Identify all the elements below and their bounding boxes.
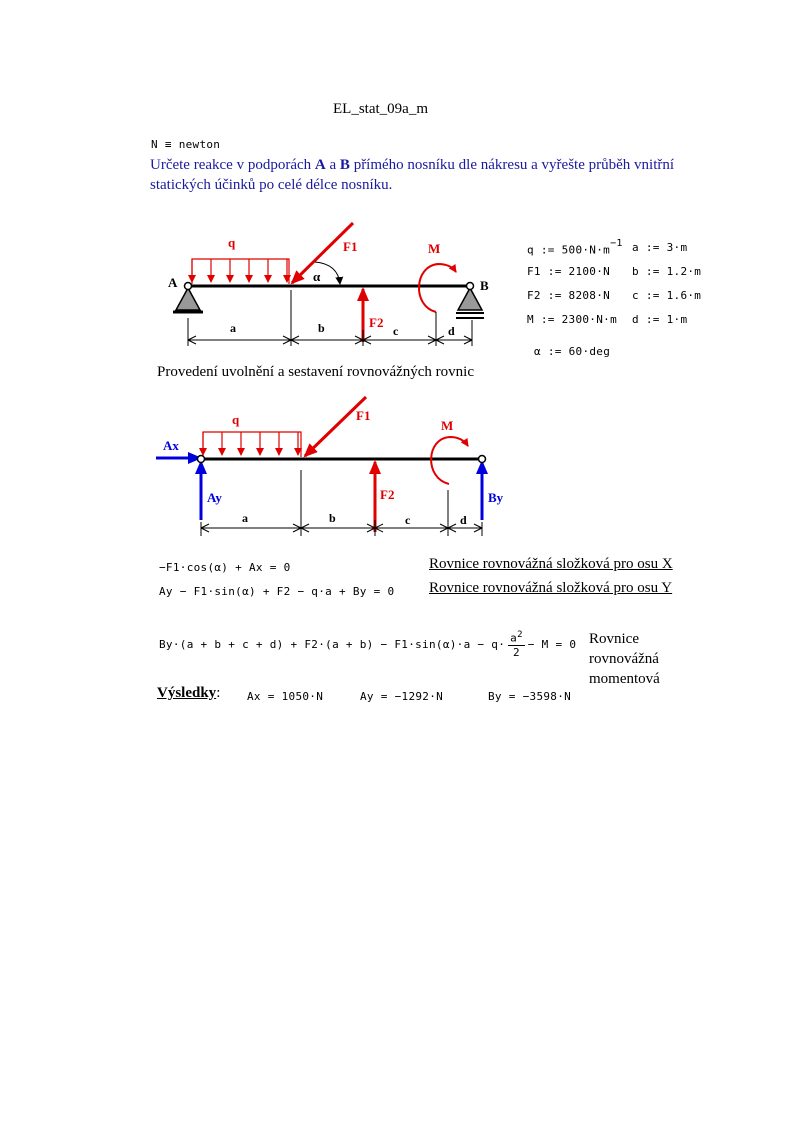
fraction-denominator: 2 — [513, 645, 520, 659]
section-heading: Provedení uvolnění a sestavení rovnovážných rovnic — [157, 364, 474, 380]
given-a: a := 3·m — [632, 241, 688, 254]
label-f1-2: F1 — [356, 408, 371, 423]
result-ax: Ax = 1050·N — [247, 690, 324, 703]
label-q: q — [228, 235, 236, 250]
label-alpha: α — [313, 269, 321, 284]
equation-y-label: Rovnice rovnovážná složková pro osu Y — [429, 580, 673, 596]
moment-m-arrow — [419, 264, 456, 312]
equation-moment-post: − M = 0 — [527, 637, 577, 651]
given-f1: F1 := 2100·N — [527, 265, 611, 278]
results-colon: : — [216, 685, 221, 701]
equation-moment — [159, 624, 576, 664]
label-ay: Ay — [207, 490, 222, 505]
label-ax: Ax — [163, 438, 179, 453]
task-line1-post: přímého nosníku dle nákresu a vyřešte průběh vnitřní — [349, 157, 675, 173]
dimension-lines-1 — [188, 290, 472, 346]
equation-moment-pre: By·(a + b + c + d) + F2·(a + b) − F1·sin(α)·a − q· — [159, 637, 506, 651]
given-d: d := 1·m — [632, 313, 688, 326]
force-f1-arrow-2 — [305, 397, 366, 456]
task-support-b: B — [339, 157, 350, 173]
diagram2 — [156, 397, 504, 536]
equation-x-label: Rovnice rovnovážná složková pro osu X — [429, 556, 673, 572]
result-by: By = −3598·N — [488, 690, 572, 703]
given-q-text: q := 500·N·m — [527, 243, 611, 257]
equation-y: Ay − F1·sin(α) + F2 − q·a + By = 0 — [159, 585, 395, 598]
dim-label-c: c — [393, 324, 399, 338]
moment-label-line2: rovnovážná — [589, 651, 659, 667]
fraction-numerator: a — [510, 631, 518, 645]
label-m: M — [428, 241, 441, 256]
dim-label-b-2: b — [329, 511, 336, 525]
distributed-load-q — [192, 259, 289, 284]
equation-x: −F1·cos(α) + Ax = 0 — [159, 561, 291, 574]
dim-label-a: a — [230, 321, 236, 335]
task-and: a — [325, 157, 340, 173]
hinge-a — [198, 456, 205, 463]
label-f2: F2 — [369, 315, 384, 330]
equation-moment-label — [589, 629, 660, 689]
given-m: M := 2300·N·m — [527, 313, 617, 326]
fraction-numerator-exponent: 2 — [517, 630, 523, 641]
task-line1-pre: Určete reakce v podporách — [150, 157, 315, 173]
label-b-support: B — [480, 278, 489, 293]
label-m-2: M — [441, 418, 454, 433]
equation-moment-fraction — [508, 629, 525, 659]
label-a-support: A — [168, 275, 178, 290]
moment-label-line3: momentová — [589, 671, 660, 687]
results-heading — [157, 685, 220, 702]
given-c: c := 1.6·m — [632, 289, 702, 302]
moment-label-line1: Rovnice — [589, 631, 639, 647]
task-line2: statických účinků po celé délce nosníku. — [150, 177, 393, 193]
given-q — [527, 238, 623, 257]
dim-label-a-2: a — [242, 511, 248, 525]
given-alpha: α := 60·deg — [534, 345, 611, 358]
given-q-exponent: −1 — [610, 238, 623, 249]
label-q-2: q — [232, 412, 240, 427]
dim-label-d-2: d — [460, 513, 467, 527]
hinge-b — [479, 456, 486, 463]
dim-label-d: d — [448, 324, 455, 338]
label-f2-2: F2 — [380, 487, 395, 502]
label-by: By — [488, 490, 504, 505]
given-b: b := 1.2·m — [632, 265, 702, 278]
result-ay: Ay = −1292·N — [360, 690, 444, 703]
page-title: EL_stat_09a_m — [333, 101, 428, 117]
task-support-a: A — [314, 157, 326, 173]
dim-label-c-2: c — [405, 513, 411, 527]
distributed-load-q-2 — [203, 432, 301, 457]
results-label: Výsledky — [157, 685, 217, 701]
diagram1 — [168, 223, 489, 346]
unit-definition: N ≡ newton — [151, 138, 221, 151]
label-f1: F1 — [343, 239, 358, 254]
given-f2: F2 := 8208·N — [527, 289, 611, 302]
dim-label-b: b — [318, 321, 325, 335]
